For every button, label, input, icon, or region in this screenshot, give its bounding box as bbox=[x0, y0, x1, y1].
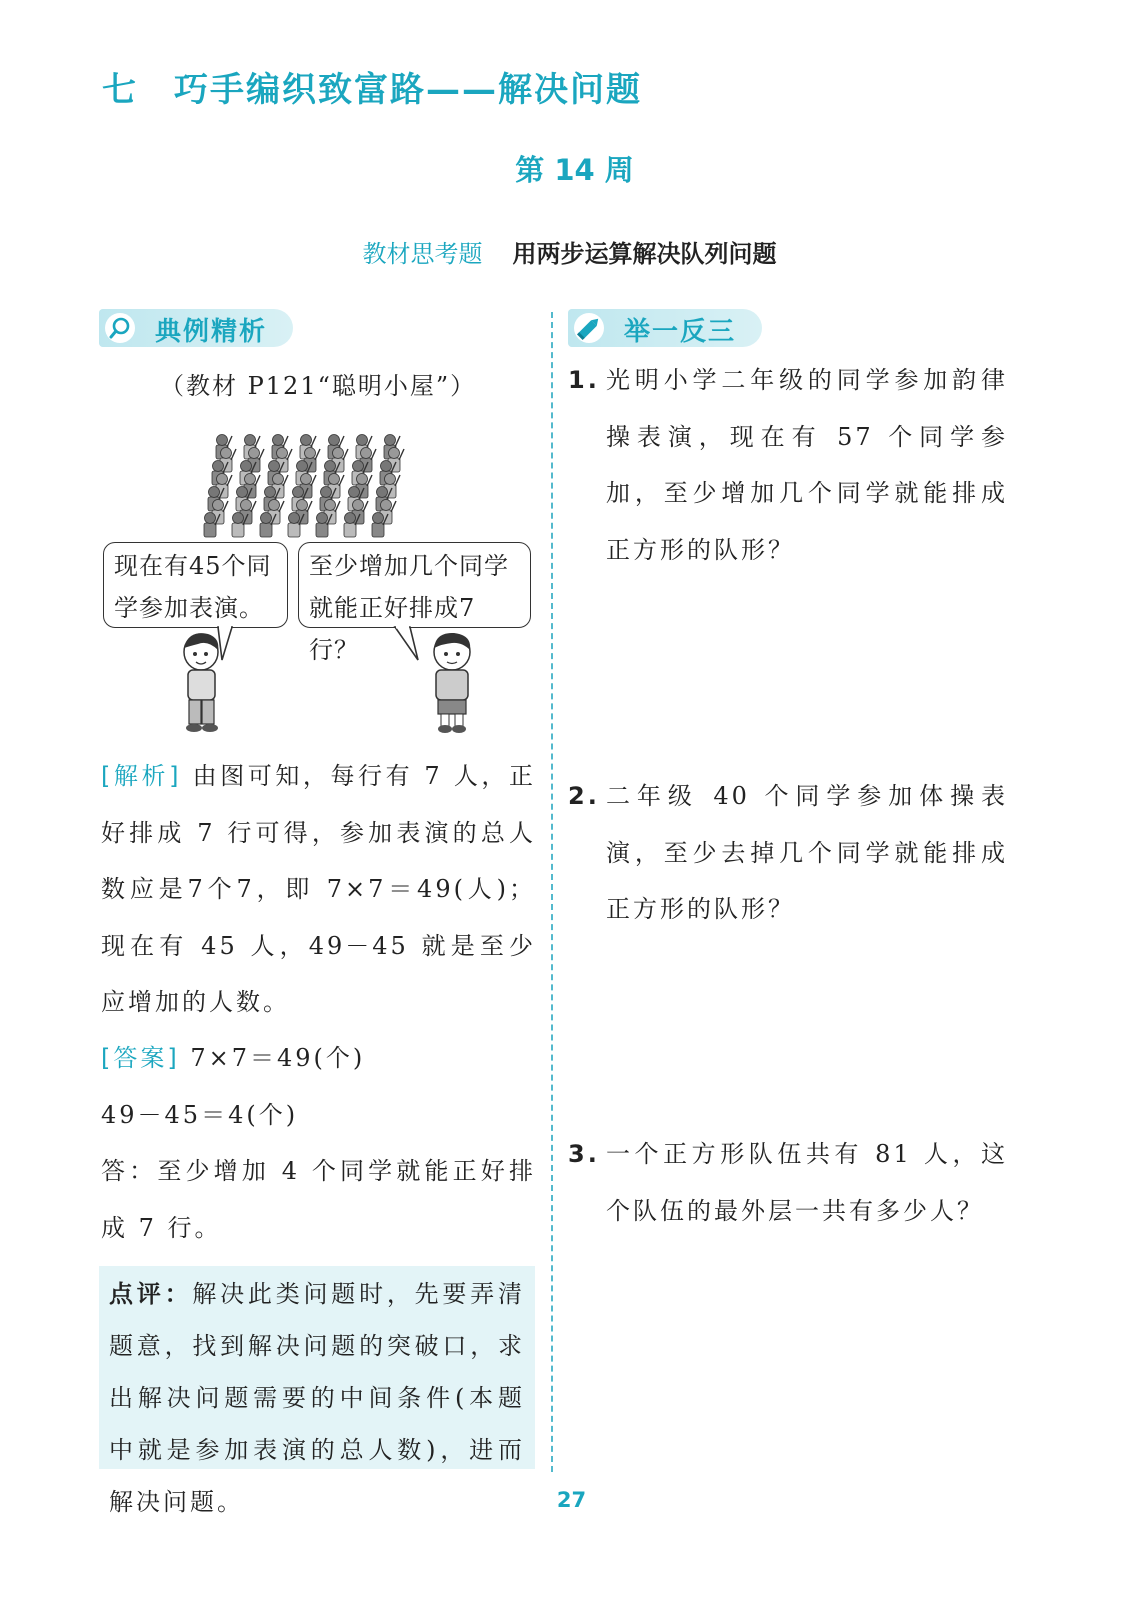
comment-text: 解决此类问题时，先要弄清题意，找到解决问题的突破口，求出解决问题需要的中间条件(本题中就是参加表演的总人数)，进而解决问题。 bbox=[109, 1280, 526, 1516]
answer-line-2: 49－45＝4(个) bbox=[101, 1100, 299, 1129]
practice-problem-2 bbox=[568, 768, 1008, 938]
problem-number: 1. bbox=[568, 366, 600, 394]
practice-section-tab bbox=[568, 309, 762, 347]
pencil-icon bbox=[574, 313, 604, 343]
week-title: 第 14 周 bbox=[515, 153, 634, 187]
chapter-name: 巧手编织致富路——解决问题 bbox=[174, 70, 642, 110]
bubble-tails bbox=[0, 0, 1139, 700]
comment-box bbox=[99, 1266, 535, 1516]
page-number: 27 bbox=[556, 1488, 587, 1512]
chapter-number: 七 bbox=[102, 70, 138, 110]
practice-section-label: 举一反三 bbox=[624, 317, 737, 347]
boy-left-illustration bbox=[168, 630, 238, 735]
analysis-text: 由图可知，每行有 7 人，正好排成 7 行可得，参加表演的总人数应是7个7，即 7×7＝49(人)；现在有 45 人，49－45 就是至少应增加的人数。 bbox=[101, 762, 536, 1016]
speech-bubble-left: 现在有45个同学参加表演。 bbox=[103, 542, 288, 628]
answer-line-1: 7×7＝49(个) bbox=[190, 1044, 366, 1072]
problem-text: 二年级 40 个同学参加体操表演，至少去掉几个同学就能排成正方形的队形？ bbox=[606, 782, 1008, 923]
textbook-source: （教材 P121“聪明小屋”） bbox=[160, 372, 477, 400]
speech-bubble-right: 至少增加几个同学就能正好排成7行？ bbox=[298, 542, 531, 628]
problem-text: 光明小学二年级的同学参加韵律操表演，现在有 57 个同学参加，至少增加几个同学就能排成正方形的队形？ bbox=[606, 366, 1008, 564]
analysis-paragraph bbox=[101, 748, 536, 1031]
example-section-label: 典例精析 bbox=[155, 317, 268, 347]
practice-problem-3 bbox=[568, 1126, 1008, 1239]
answer-paragraph bbox=[101, 1030, 536, 1256]
answer-line-3: 答：至少增加 4 个同学就能正好排成 7 行。 bbox=[101, 1157, 536, 1242]
problem-number: 2. bbox=[568, 782, 600, 810]
comment-lead: 点评： bbox=[109, 1280, 193, 1308]
analysis-tag: [解析] bbox=[101, 762, 182, 790]
answer-tag: [答案] bbox=[101, 1044, 180, 1072]
practice-problem-1 bbox=[568, 352, 1008, 578]
problem-number: 3. bbox=[568, 1140, 600, 1168]
boy-right-illustration bbox=[418, 630, 488, 735]
topic-title: 用两步运算解决队列问题 bbox=[512, 240, 777, 268]
topic-tag: 教材思考题 bbox=[362, 240, 483, 268]
problem-text: 一个正方形队伍共有 81 人，这个队伍的最外层一共有多少人？ bbox=[606, 1140, 1008, 1225]
